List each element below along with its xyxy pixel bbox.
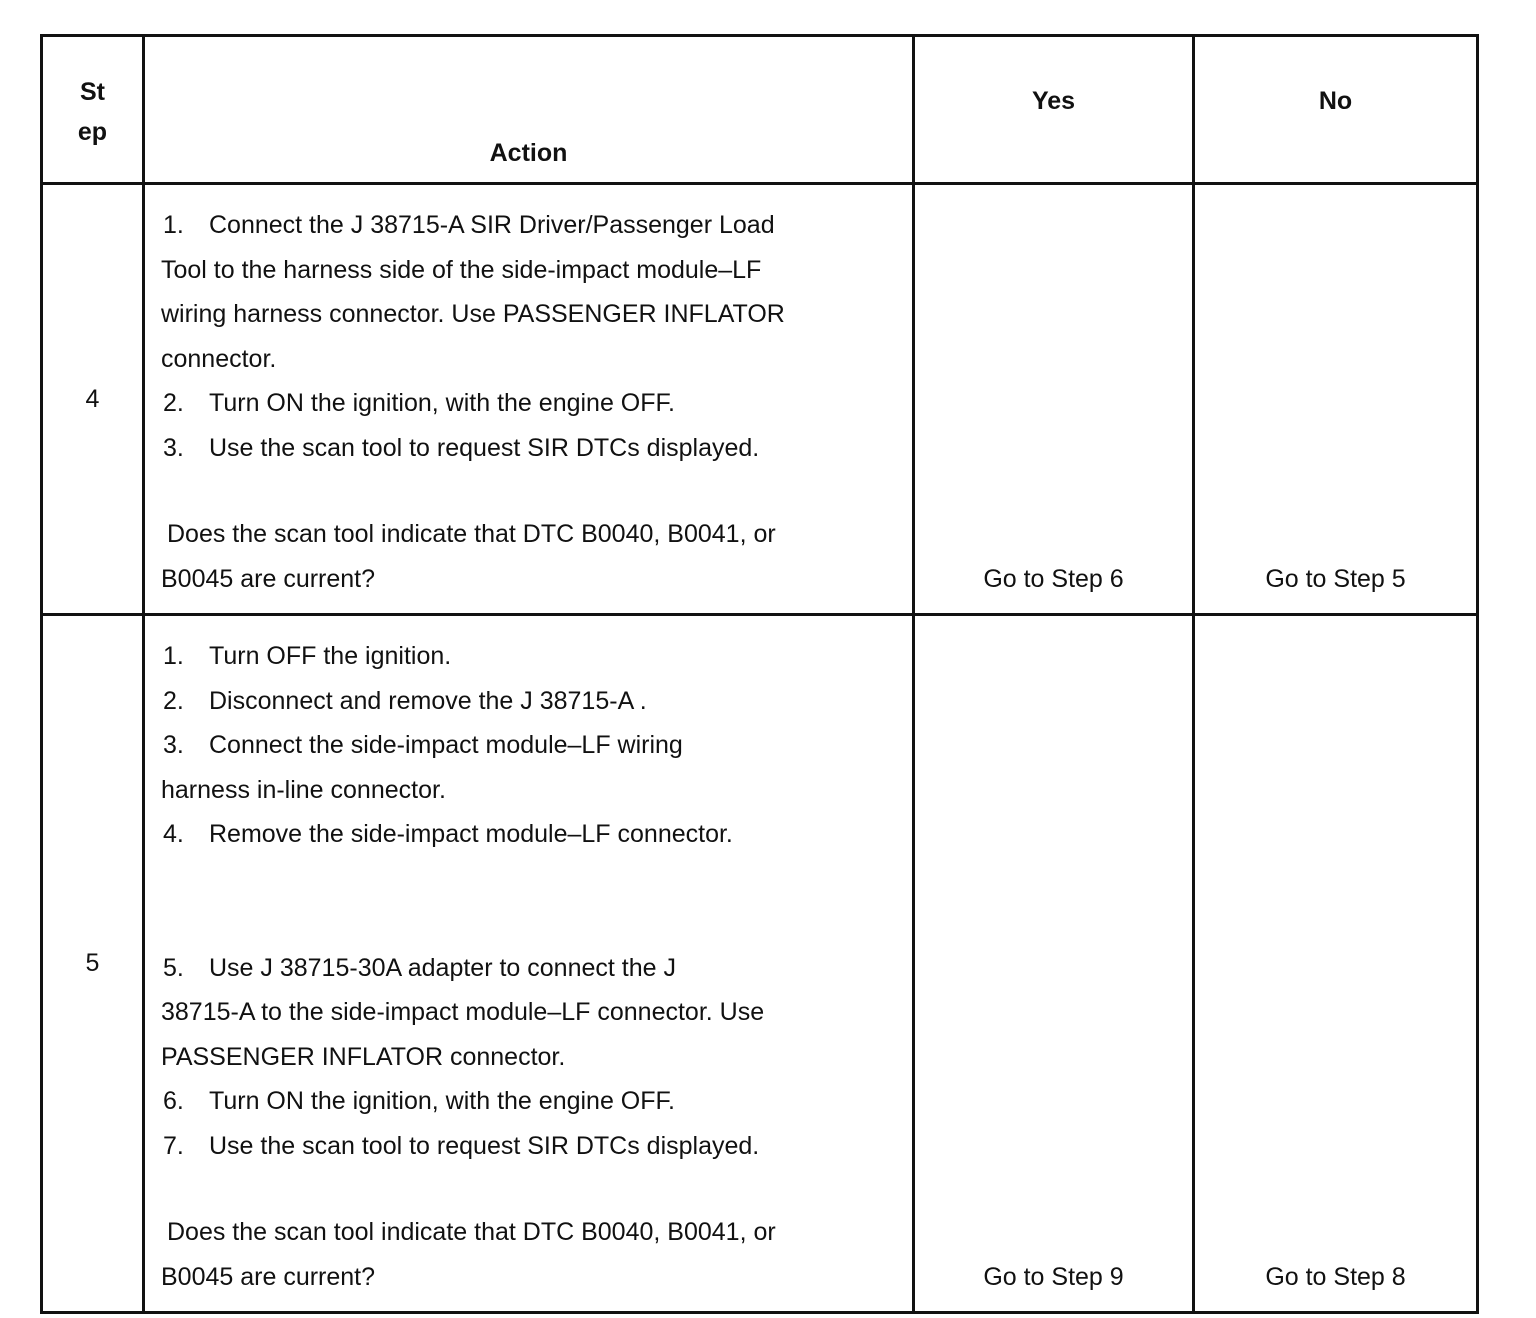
no-result: Go to Step 5 bbox=[1194, 184, 1478, 615]
item-number: 6. bbox=[163, 1087, 184, 1115]
item-number: 4. bbox=[163, 820, 184, 848]
step-header-line1: St bbox=[80, 77, 105, 106]
item-text: Connect the side-impact module–LF wiring bbox=[209, 731, 683, 759]
yes-column-header: Yes bbox=[914, 36, 1194, 184]
item-number: 7. bbox=[163, 1131, 184, 1160]
action-line: harness in-line connector. bbox=[161, 775, 446, 804]
action-item bbox=[161, 634, 902, 679]
step-header-line2: ep bbox=[77, 117, 108, 146]
item-number: 1. bbox=[163, 211, 184, 239]
item-text: Turn ON the ignition, with the engine OFF. bbox=[209, 389, 675, 417]
item-number: 2. bbox=[163, 389, 184, 417]
action-line: wiring harness connector. Use PASSENGER INFLATOR bbox=[161, 300, 785, 328]
action-item bbox=[161, 946, 902, 991]
no-column-header: No bbox=[1194, 36, 1478, 184]
table-row-step-5 bbox=[42, 615, 1478, 1313]
action-line: 38715-A to the side-impact module–LF connector. Use bbox=[161, 998, 765, 1026]
step-number: 5 bbox=[42, 615, 144, 1313]
item-number: 3. bbox=[163, 731, 184, 759]
item-text: Use the scan tool to request SIR DTCs displayed. bbox=[209, 433, 760, 462]
yes-result: Go to Step 6 bbox=[914, 184, 1194, 615]
no-result: Go to Step 8 bbox=[1194, 615, 1478, 1313]
item-text: Disconnect and remove the J 38715-A . bbox=[209, 686, 647, 715]
item-text: Use the scan tool to request SIR DTCs displayed. bbox=[209, 1131, 760, 1160]
question-line: Does the scan tool indicate that DTC B0040, B0041, or bbox=[167, 520, 776, 548]
action-item bbox=[161, 723, 902, 768]
header-row bbox=[42, 36, 1478, 184]
action-item bbox=[161, 1124, 902, 1169]
item-text: Remove the side-impact module–LF connector. bbox=[209, 820, 733, 848]
action-cell bbox=[144, 184, 914, 615]
item-text: Use J 38715-30A adapter to connect the J bbox=[209, 953, 676, 982]
action-item bbox=[161, 203, 902, 248]
item-text: Connect the J 38715-A SIR Driver/Passenger Load bbox=[209, 211, 775, 239]
item-number: 2. bbox=[163, 686, 184, 715]
step-number: 4 bbox=[42, 184, 144, 615]
question-line: B0045 are current? bbox=[161, 564, 376, 593]
spacer bbox=[161, 1168, 902, 1210]
item-number: 1. bbox=[163, 642, 184, 670]
item-text: Turn ON the ignition, with the engine OFF. bbox=[209, 1087, 675, 1115]
action-item bbox=[161, 381, 902, 426]
table-row-step-4 bbox=[42, 184, 1478, 615]
item-number: 5. bbox=[163, 953, 184, 982]
action-item bbox=[161, 679, 902, 724]
action-cell bbox=[144, 615, 914, 1313]
item-number: 3. bbox=[163, 433, 184, 462]
action-item bbox=[161, 426, 902, 471]
action-line: PASSENGER INFLATOR connector. bbox=[161, 1042, 566, 1071]
step-column-header bbox=[42, 36, 144, 184]
question-line: B0045 are current? bbox=[161, 1262, 376, 1291]
action-line: Tool to the harness side of the side-impact module–LF bbox=[161, 255, 762, 284]
action-item bbox=[161, 812, 902, 857]
diagnostic-table bbox=[40, 34, 1479, 1314]
spacer bbox=[161, 470, 902, 512]
action-column-header: Action bbox=[144, 36, 914, 184]
question-line: Does the scan tool indicate that DTC B0040, B0041, or bbox=[167, 1218, 776, 1246]
action-item bbox=[161, 1079, 902, 1124]
yes-result: Go to Step 9 bbox=[914, 615, 1194, 1313]
spacer bbox=[161, 857, 902, 946]
item-text: Turn OFF the ignition. bbox=[209, 642, 452, 670]
action-line: connector. bbox=[161, 344, 277, 373]
